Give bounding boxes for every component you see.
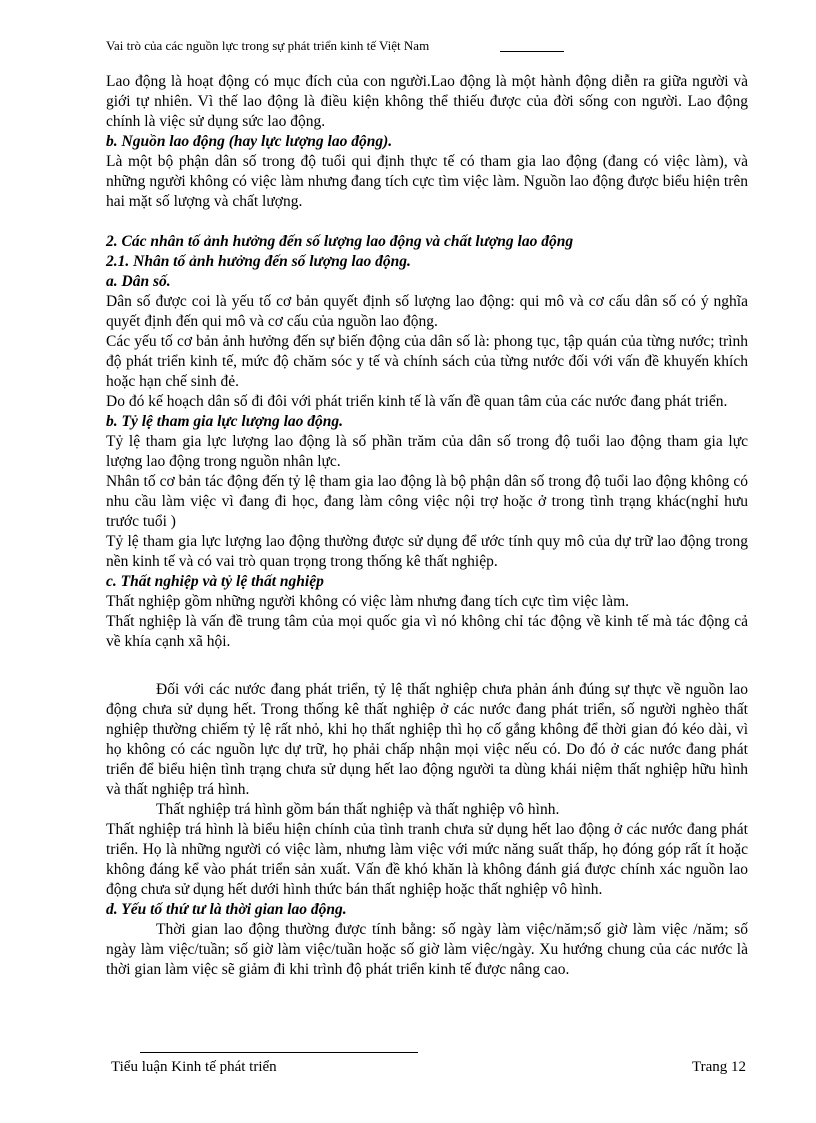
paragraph: Dân số được coi là yếu tố cơ bản quyết định số lượng lao động: qui mô và cơ cấu dân số có ý nghĩa quyết định đến qui mô và cơ cấu của nguồn lao động. — [106, 293, 748, 330]
page-body — [106, 72, 748, 980]
section-heading: 2.1. Nhân tố ảnh hưởng đến số lượng lao động. — [106, 253, 411, 270]
paragraph: Các yếu tố cơ bản ảnh hưởng đến sự biến động của dân số là: phong tục, tập quán của từng nước; trình độ phát triển kinh tế, mức độ chăm sóc y tế và chính sách của từng nước đối với vấn đề khuyến khích hoặc hạn chế sinh đẻ. — [106, 333, 748, 390]
paragraph: Tỷ lệ tham gia lực lượng lao động thường được sử dụng để ước tính quy mô của dự trữ lao động trong nền kinh tế và có vai trò quan trọng trong thống kê thất nghiệp. — [106, 533, 748, 570]
paragraph: Thất nghiệp trá hình là biểu hiện chính của tình tranh chưa sử dụng hết lao động ở các nước đang phát triển. Họ là những người có việc làm, nhưng làm việc với mức năng suất thấp, họ đóng góp rất ít hoặc không đáng kể vào phát triển sản xuất. Vấn đề khó khăn là không đánh giá được chính xác nguồn lao động chưa sử dụng hết dưới hình thức bán thất nghiệp hoặc thất nghiệp vô hình. — [106, 821, 748, 898]
section-heading: a. Dân số. — [106, 273, 171, 290]
paragraph: Lao động là hoạt động có mục đích của con người.Lao động là một hành động diễn ra giữa người và giới tự nhiên. Vì thế lao động là điều kiện không thể thiếu được của đời sống con người. Lao động chính là việc sử dụng sức lao động. — [106, 73, 748, 130]
section-heading: 2. Các nhân tố ảnh hưởng đến số lượng lao động và chất lượng lao động — [106, 233, 574, 250]
paragraph: Thất nghiệp là vấn đề trung tâm của mọi quốc gia vì nó không chỉ tác động về kinh tế mà tác động cả về khía cạnh xã hội. — [106, 613, 748, 650]
section-heading: b. Tỷ lệ tham gia lực lượng lao động. — [106, 413, 344, 430]
paragraph: Thất nghiệp trá hình gồm bán thất nghiệp và thất nghiệp vô hình. — [156, 801, 560, 818]
paragraph: Do đó kế hoạch dân số đi đôi với phát triển kinh tế là vấn đề quan tâm của các nước đang phát triển. — [106, 393, 728, 410]
section-heading: b. Nguồn lao động (hay lực lượng lao động). — [106, 133, 393, 150]
section-heading: d. Yếu tố thứ tư là thời gian lao động. — [106, 901, 347, 918]
paragraph: Là một bộ phận dân số trong độ tuổi qui định thực tế có tham gia lao động (đang có việc làm), và những người không có việc làm nhưng đang tích cực tìm việc làm. Nguồn lao động được biểu hiện trên hai mặt số lượng và chất lượng. — [106, 153, 748, 210]
paragraph: Tỷ lệ tham gia lực lượng lao động là số phần trăm của dân số trong độ tuổi lao động tham gia lực lượng lao động trong nguồn nhân lực. — [106, 433, 748, 470]
paragraph: Đối với các nước đang phát triển, tỷ lệ thất nghiệp chưa phản ánh đúng sự thực về nguồn lao động chưa sử dụng hết. Trong thống kê thất nghiệp ở các nước đang phát triển, số người nghèo thất nghiệp thường chiếm tỷ lệ rất nhỏ, khi họ thất nghiệp thì họ cố gắng không để thời gian đó kéo dài, vì họ không có các nguồn lực dự trữ, họ phải chấp nhận mọi việc nếu có. Do đó ở các nước đang phát triển để biểu hiện tình trạng chưa sử dụng hết lao động người ta dùng khái niệm thất nghiệp hữu hình và thất nghiệp trá hình. — [106, 681, 748, 798]
section-heading: c. Thất nghiệp và tỷ lệ thất nghiệp — [106, 573, 324, 590]
paragraph: Thất nghiệp gồm những người không có việc làm nhưng đang tích cực tìm việc làm. — [106, 593, 630, 610]
header-rule — [500, 51, 564, 52]
footer-rule — [140, 1052, 418, 1053]
paragraph: Thời gian lao động thường được tính bằng: số ngày làm việc/năm;số giờ làm việc /năm; số ngày làm việc/tuần; số giờ làm việc/tuần hoặc số giờ làm việc/ngày. Xu hướng chung của các nước là thời gian làm việc sẽ giảm đi khi trình độ phát triển kinh tế được nâng cao. — [106, 921, 748, 978]
paragraph: Nhân tố cơ bản tác động đến tỷ lệ tham gia lao động là bộ phận dân số trong độ tuổi lao động không có nhu cầu làm việc vì đang đi học, đang làm công việc nội trợ hoặc ở trong tình trạng khác(nghỉ hưu trước tuổi ) — [106, 473, 748, 530]
running-header: Vai trò của các nguồn lực trong sự phát triển kinh tế Việt Nam — [106, 38, 430, 53]
page-number: Trang 12 — [691, 1059, 746, 1075]
footer-title: Tiểu luận Kinh tế phát triển — [111, 1059, 277, 1075]
